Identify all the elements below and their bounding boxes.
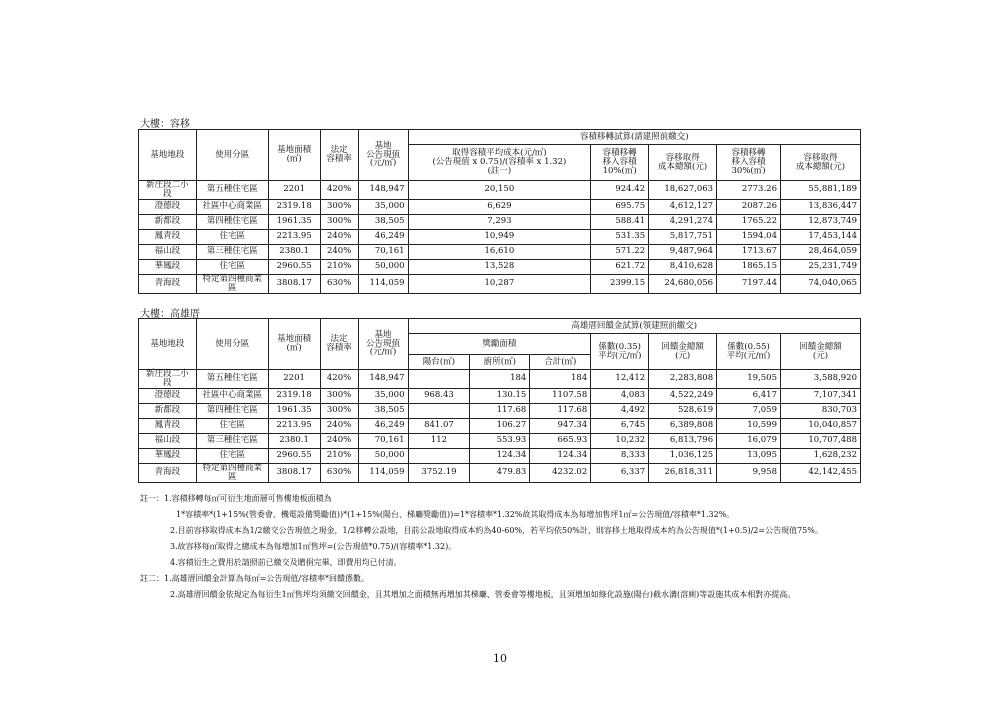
cell-c30: 12,873,749 — [780, 214, 860, 229]
transfer-table — [138, 129, 861, 294]
cell-value: 70,161 — [358, 433, 408, 448]
cell-avg: 6,629 — [408, 199, 591, 214]
cell-balcony: 841.07 — [408, 418, 470, 433]
cell-m30: 1765.22 — [717, 214, 781, 229]
cell-value: 50,000 — [358, 448, 408, 463]
cell-zoning: 第五種住宅區 — [196, 181, 268, 200]
table-row — [139, 448, 861, 463]
cell-value: 148,947 — [358, 181, 408, 200]
header-zoning: 使用分區 — [196, 319, 268, 370]
header-balcony: 陽台(㎡) — [408, 355, 470, 370]
cell-site: 新都段 — [139, 403, 197, 418]
cell-far: 300% — [320, 214, 358, 229]
cell-far: 300% — [320, 403, 358, 418]
cell-zoning: 第四種住宅區 — [196, 403, 268, 418]
cell-c10: 5,817,751 — [649, 229, 717, 244]
cell-area: 2213.95 — [268, 418, 320, 433]
cell-area: 2380.1 — [268, 433, 320, 448]
cell-fee: 1,036,125 — [649, 448, 717, 463]
cell-area: 2319.18 — [268, 388, 320, 403]
cell-value: 38,505 — [358, 214, 408, 229]
cell-total: 4232.02 — [530, 463, 591, 482]
cell-area: 2201 — [268, 370, 320, 389]
cell-balcony — [408, 370, 470, 389]
cell-k35: 6,337 — [591, 463, 649, 482]
header-avg: 取得容積平均成本(元/㎡) (公告現值 x 0.75)/(容積率 x 1.32) (註一) — [408, 145, 591, 181]
table-row — [139, 388, 861, 403]
header-site: 基地地段 — [139, 319, 197, 370]
cell-avg: 16,610 — [408, 244, 591, 259]
cell-k35: 10,232 — [591, 433, 649, 448]
cell-balcony — [408, 448, 470, 463]
header-m10: 容積移轉 移入容積 10%(㎡) — [591, 145, 649, 181]
cell-zoning: 特定第四種商業區 — [196, 463, 268, 482]
cell-fee: 6,389,808 — [649, 418, 717, 433]
cell-far: 210% — [320, 448, 358, 463]
cell-fee: 2,283,808 — [649, 370, 717, 389]
cell-c30: 55,881,189 — [780, 181, 860, 200]
cell-value: 38,505 — [358, 403, 408, 418]
cell-far: 630% — [320, 463, 358, 482]
header-c30: 容移取得 成本總額(元) — [780, 145, 860, 181]
table-row — [139, 418, 861, 433]
cell-kitchen: 106.27 — [470, 418, 530, 433]
cell-value: 148,947 — [358, 370, 408, 389]
cell-value: 114,059 — [358, 274, 408, 293]
header-far: 法定 容積率 — [320, 130, 358, 181]
cell-zoning: 住宅區 — [196, 259, 268, 274]
header-bonus: 獎勵面積 — [408, 334, 591, 355]
cell-zoning: 住宅區 — [196, 448, 268, 463]
cell-far: 240% — [320, 244, 358, 259]
table-row — [139, 274, 861, 293]
header-zoning: 使用分區 — [196, 130, 268, 181]
header-group: 容積移轉試算(請建照前繳交) — [408, 130, 860, 145]
header-value: 基地 公告現值 (元/㎡) — [358, 130, 408, 181]
cell-kitchen: 117.68 — [470, 403, 530, 418]
cell-total: 1107.58 — [530, 388, 591, 403]
cell-area: 2960.55 — [268, 259, 320, 274]
cell-c10: 4,612,127 — [649, 199, 717, 214]
table1-title: 大樓：容移 — [140, 119, 190, 130]
cell-k35: 12,412 — [591, 370, 649, 389]
cell-zoning: 住宅區 — [196, 229, 268, 244]
cell-far: 300% — [320, 388, 358, 403]
cell-zoning: 第五種住宅區 — [196, 370, 268, 389]
cell-site: 福山段 — [139, 433, 197, 448]
table-row — [139, 370, 861, 389]
cell-kitchen: 184 — [470, 370, 530, 389]
note-line: 1*容積率*(1+15%(管委會、機電設備獎勵值))*(1+15%(陽台、梯廳獎勵值))=1*容積率*1.32%故其取得成本為每增加售坪1㎡=公告現值/容積率*1.32%。 — [176, 510, 735, 519]
cell-site: 新庄段二小段 — [139, 370, 197, 389]
cell-m30: 1865.15 — [717, 259, 781, 274]
cell-site: 新都段 — [139, 214, 197, 229]
cell-k55: 13,095 — [717, 448, 781, 463]
cell-value: 35,000 — [358, 388, 408, 403]
table-row — [139, 214, 861, 229]
table-row — [139, 433, 861, 448]
cell-k55: 7,059 — [717, 403, 781, 418]
cell-balcony — [408, 403, 470, 418]
cell-zoning: 住宅區 — [196, 418, 268, 433]
cell-value: 46,249 — [358, 229, 408, 244]
footnotes — [140, 491, 980, 603]
cell-site: 鳳青段 — [139, 229, 197, 244]
cell-zoning: 第四種住宅區 — [196, 214, 268, 229]
cell-fee: 528,619 — [649, 403, 717, 418]
cell-fee2: 3,588,920 — [781, 370, 861, 389]
cell-zoning: 特定第四種商業區 — [196, 274, 268, 293]
cell-avg: 10,287 — [408, 274, 591, 293]
cell-k55: 6,417 — [717, 388, 781, 403]
cell-zoning: 第三種住宅區 — [196, 244, 268, 259]
cell-total: 184 — [530, 370, 591, 389]
note-line: 3.故容移每㎡取得之總成本為每增加1㎡售坪=(公告現值*0.75)/(容積率*1.32)。 — [170, 542, 457, 551]
cell-far: 420% — [320, 370, 358, 389]
cell-c10: 4,291,274 — [649, 214, 717, 229]
cell-avg: 10,949 — [408, 229, 591, 244]
cell-kitchen: 124.34 — [470, 448, 530, 463]
cell-avg: 20,150 — [408, 181, 591, 200]
cell-area: 2319.18 — [268, 199, 320, 214]
header-group: 高雄厝回饋金試算(領建照前繳交) — [408, 319, 861, 334]
cell-k35: 4,492 — [591, 403, 649, 418]
page-number: 10 — [493, 652, 507, 665]
table-row — [139, 244, 861, 259]
cell-value: 70,161 — [358, 244, 408, 259]
header-kitchen: 廚所(㎡) — [470, 355, 530, 370]
cell-k35: 6,745 — [591, 418, 649, 433]
cell-far: 420% — [320, 181, 358, 200]
note-line: 2.高雄厝回饋金依規定為每衍生1㎡售坪均須繳交回饋金，且其增加之面積無再增加其梯廳、管委會等樓地板，且須增加如綠化設施(陽台)截水溝(溶廁)等設施其成本相對亦提高。 — [170, 590, 796, 599]
cell-zoning: 第三種住宅區 — [196, 433, 268, 448]
table-row — [139, 403, 861, 418]
cell-balcony: 968.43 — [408, 388, 470, 403]
cell-site: 福山段 — [139, 244, 197, 259]
cell-site: 澄德段 — [139, 388, 197, 403]
cell-m10: 924.42 — [591, 181, 649, 200]
cell-k55: 16,079 — [717, 433, 781, 448]
cell-far: 210% — [320, 259, 358, 274]
cell-fee2: 10,040,857 — [781, 418, 861, 433]
cell-k55: 10,599 — [717, 418, 781, 433]
cell-c30: 13,836,447 — [780, 199, 860, 214]
cell-site: 華鳳段 — [139, 448, 197, 463]
cell-area: 2201 — [268, 181, 320, 200]
cell-fee: 6,813,796 — [649, 433, 717, 448]
cell-zoning: 社區中心商業區 — [196, 199, 268, 214]
header-total: 合計(㎡) — [530, 355, 591, 370]
cell-m10: 571.22 — [591, 244, 649, 259]
cell-m30: 2087.26 — [717, 199, 781, 214]
cell-site: 華鳳段 — [139, 259, 197, 274]
cell-total: 947.34 — [530, 418, 591, 433]
header-far: 法定 容積率 — [320, 319, 358, 370]
header-site: 基地地段 — [139, 130, 197, 181]
cell-area: 3808.17 — [268, 463, 320, 482]
cell-c10: 18,627,063 — [649, 181, 717, 200]
header-fee: 回饋金總額 (元) — [649, 334, 717, 370]
cell-fee2: 10,707,488 — [781, 433, 861, 448]
cell-fee2: 1,628,232 — [781, 448, 861, 463]
cell-site: 澄德段 — [139, 199, 197, 214]
cell-total: 124.34 — [530, 448, 591, 463]
table-row — [139, 229, 861, 244]
cell-kitchen: 553.93 — [470, 433, 530, 448]
cell-site: 鳳青段 — [139, 418, 197, 433]
cell-far: 240% — [320, 418, 358, 433]
cell-avg: 13,528 — [408, 259, 591, 274]
cell-c10: 8,410,628 — [649, 259, 717, 274]
kaohsiung-house-table — [138, 318, 861, 483]
cell-fee2: 7,107,341 — [781, 388, 861, 403]
cell-c30: 25,231,749 — [780, 259, 860, 274]
cell-value: 114,059 — [358, 463, 408, 482]
cell-far: 240% — [320, 229, 358, 244]
note-line: 4.容積衍生之費用於請照前已繳交及贈捐完畢，即費用均已付清。 — [170, 558, 402, 567]
cell-value: 35,000 — [358, 199, 408, 214]
cell-m10: 588.41 — [591, 214, 649, 229]
table-row — [139, 199, 861, 214]
cell-avg: 7,293 — [408, 214, 591, 229]
cell-area: 2960.55 — [268, 448, 320, 463]
cell-k55: 9,958 — [717, 463, 781, 482]
cell-site: 新庄段二小段 — [139, 181, 197, 200]
cell-m10: 621.72 — [591, 259, 649, 274]
cell-area: 3808.17 — [268, 274, 320, 293]
note-line: 2.目前容移取得成本為1/2繳交公告現值之現金，1/2移轉公設地，目前公設地取得成本約為40-60%，若平均依50%計，則容移土地取得成本約為公告現值*(1+0.5)/2=公告現值75%。 — [170, 526, 823, 535]
cell-far: 300% — [320, 199, 358, 214]
header-area: 基地面積 (㎡) — [268, 130, 320, 181]
header-c10: 容移取得 成本總額(元) — [649, 145, 717, 181]
cell-m30: 1594.04 — [717, 229, 781, 244]
cell-area: 1961.35 — [268, 214, 320, 229]
cell-far: 240% — [320, 433, 358, 448]
header-area: 基地面積 (㎡) — [268, 319, 320, 370]
note-line: 註一：1.容積移轉每㎡可衍生地面層可售樓地板面積為 — [140, 494, 332, 503]
cell-site: 青海段 — [139, 274, 197, 293]
cell-area: 1961.35 — [268, 403, 320, 418]
cell-k35: 8,333 — [591, 448, 649, 463]
cell-area: 2380.1 — [268, 244, 320, 259]
header-fee2: 回饋金總額 (元) — [781, 334, 861, 370]
cell-fee2: 830,703 — [781, 403, 861, 418]
header-value: 基地 公告現值 (元/㎡) — [358, 319, 408, 370]
cell-c10: 9,487,964 — [649, 244, 717, 259]
cell-balcony: 112 — [408, 433, 470, 448]
cell-m30: 2773.26 — [717, 181, 781, 200]
header-m30: 容積移轉 移入容積 30%(㎡) — [717, 145, 781, 181]
cell-m30: 7197.44 — [717, 274, 781, 293]
cell-m10: 2399.15 — [591, 274, 649, 293]
cell-fee2: 42,142,455 — [781, 463, 861, 482]
cell-c30: 74,040,065 — [780, 274, 860, 293]
cell-area: 2213.95 — [268, 229, 320, 244]
cell-kitchen: 130.15 — [470, 388, 530, 403]
cell-c30: 17,453,144 — [780, 229, 860, 244]
cell-c30: 28,464,059 — [780, 244, 860, 259]
cell-site: 青海段 — [139, 463, 197, 482]
cell-total: 117.68 — [530, 403, 591, 418]
cell-kitchen: 479.83 — [470, 463, 530, 482]
cell-value: 50,000 — [358, 259, 408, 274]
cell-m10: 695.75 — [591, 199, 649, 214]
cell-fee: 26,818,311 — [649, 463, 717, 482]
note-line: 註二：1.高雄厝回饋金計算為每㎡=公告現值/容積率*回饋係數。 — [140, 574, 370, 583]
cell-c10: 24,680,056 — [649, 274, 717, 293]
table2-title: 大樓：高雄厝 — [140, 309, 200, 320]
table-row — [139, 259, 861, 274]
cell-zoning: 社區中心商業區 — [196, 388, 268, 403]
cell-k35: 4,083 — [591, 388, 649, 403]
cell-k55: 19,505 — [717, 370, 781, 389]
table-row — [139, 463, 861, 482]
cell-m30: 1713.67 — [717, 244, 781, 259]
header-k55: 係數(0.55) 平均(元/㎡) — [717, 334, 781, 370]
cell-m10: 531.35 — [591, 229, 649, 244]
table-row — [139, 181, 861, 200]
cell-value: 46,249 — [358, 418, 408, 433]
cell-total: 665.93 — [530, 433, 591, 448]
cell-far: 630% — [320, 274, 358, 293]
cell-fee: 4,522,249 — [649, 388, 717, 403]
header-k35: 係數(0.35) 平均(元/㎡) — [591, 334, 649, 370]
cell-balcony: 3752.19 — [408, 463, 470, 482]
